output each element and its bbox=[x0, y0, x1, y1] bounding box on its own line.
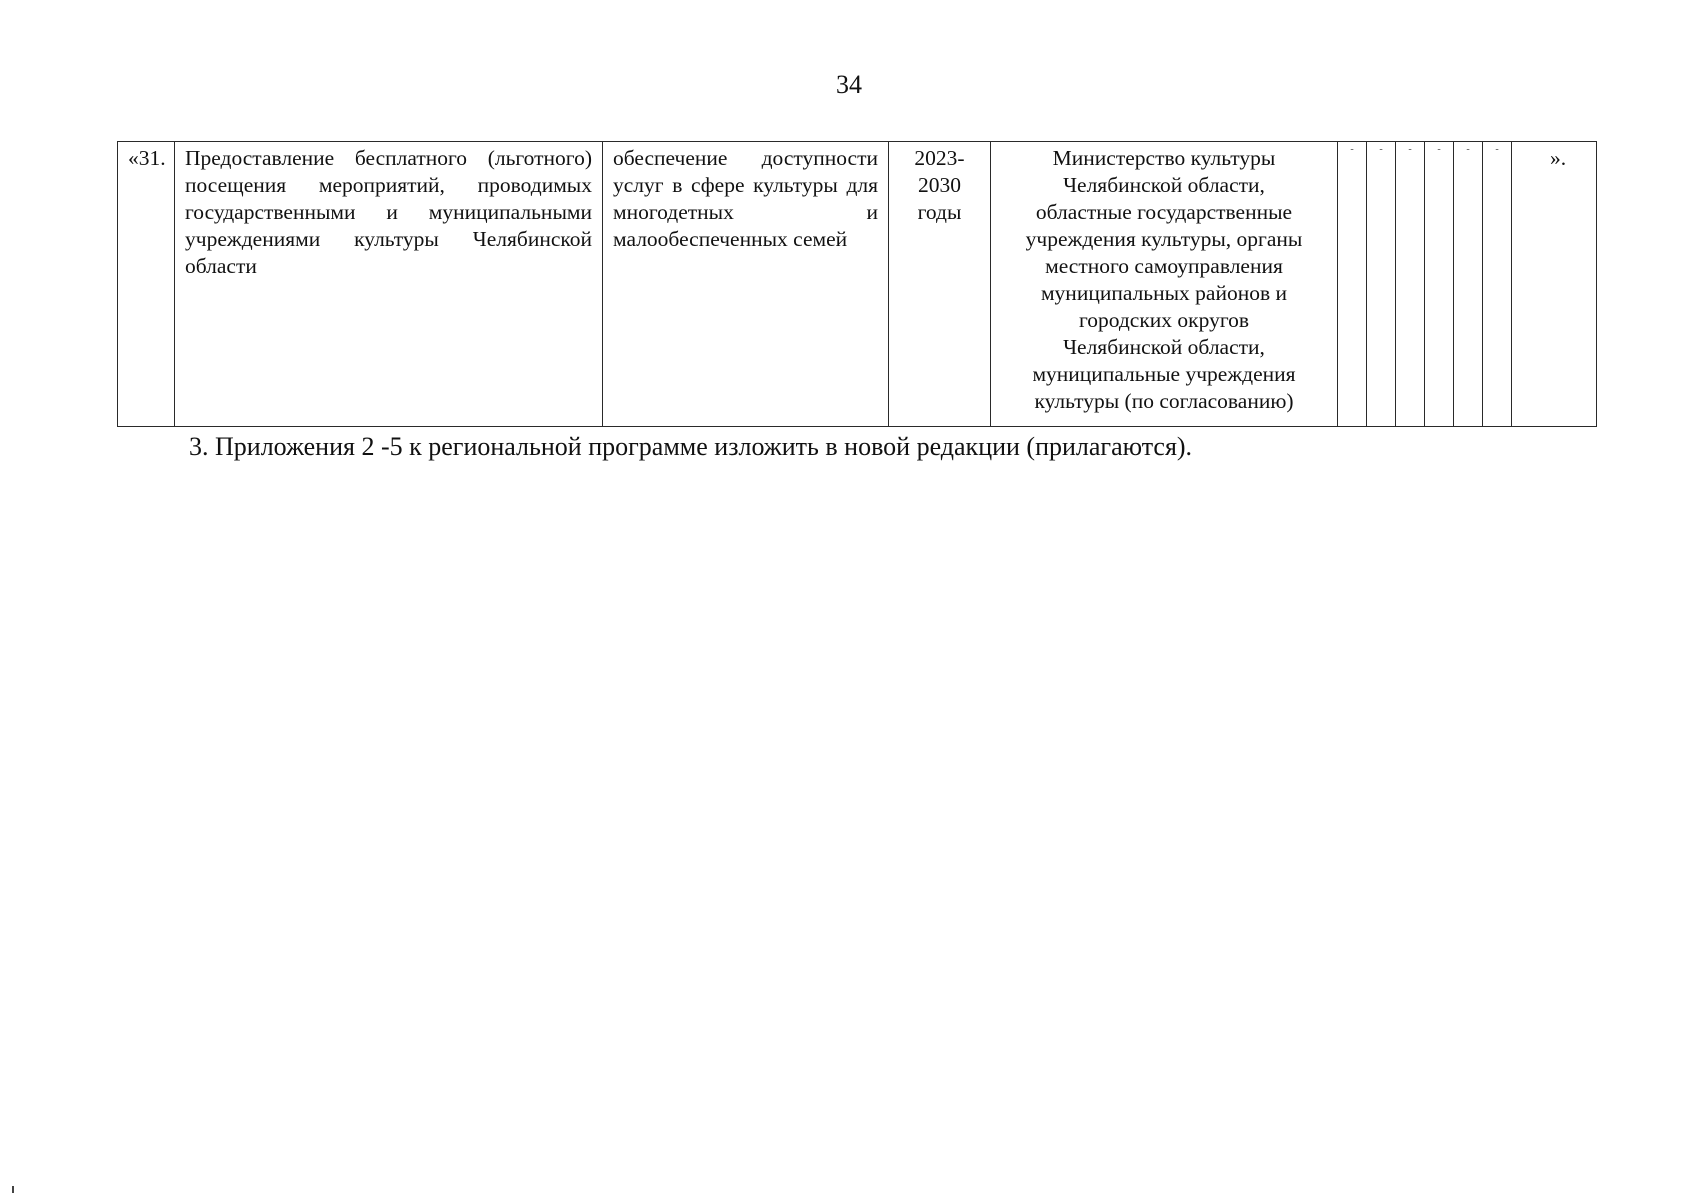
financing-cell: - bbox=[1483, 142, 1512, 427]
financing-cell: - bbox=[1425, 142, 1454, 427]
measure-purpose-cell: обеспечение доступности услуг в сфере культуры для многодетных и малообеспеченных семей bbox=[603, 142, 889, 427]
closing-quote-mark: ». bbox=[1549, 146, 1567, 170]
financing-cell: - bbox=[1367, 142, 1396, 427]
table-row bbox=[118, 142, 1597, 427]
executor-line: Челябинской области, bbox=[1063, 173, 1265, 197]
page-number: 34 bbox=[836, 70, 862, 99]
executor-line: Челябинской области, bbox=[1063, 335, 1265, 359]
executor-line: местного самоуправления bbox=[1045, 254, 1283, 278]
appendix-amendment-text: 3. Приложения 2 -5 к региональной программе изложить в новой редакции (прилагаются). bbox=[189, 432, 1193, 461]
executor-line: городских округов bbox=[1078, 308, 1250, 332]
term-line: 2030 bbox=[918, 173, 961, 197]
financing-cell: - bbox=[1338, 142, 1367, 427]
financing-cell: - bbox=[1396, 142, 1425, 427]
executor-line: учреждения культуры, органы bbox=[1025, 227, 1303, 251]
executor-cell bbox=[991, 142, 1338, 427]
scan-artifact-mark bbox=[12, 1186, 14, 1193]
closing-quote-cell bbox=[1512, 142, 1597, 427]
executor-line: Министерство культуры bbox=[1052, 146, 1276, 170]
executor-line: муниципальные учреждения bbox=[1032, 362, 1296, 386]
row-number-cell: «31. bbox=[118, 142, 175, 427]
term-line: годы bbox=[917, 200, 962, 224]
term-cell bbox=[889, 142, 991, 427]
term-line: 2023- bbox=[914, 146, 965, 170]
program-measures-table bbox=[117, 141, 1597, 427]
executor-line: муниципальных районов и bbox=[1040, 281, 1288, 305]
financing-cell: - bbox=[1454, 142, 1483, 427]
measure-name-cell: Предоставление бесплатного (льготного) посещения мероприятий, проводимых государственными и муниципальными учреждениями культуры Челябинской области bbox=[175, 142, 603, 427]
executor-line: областные государственные bbox=[1035, 200, 1293, 224]
executor-line: культуры (по согласованию) bbox=[1034, 389, 1294, 413]
